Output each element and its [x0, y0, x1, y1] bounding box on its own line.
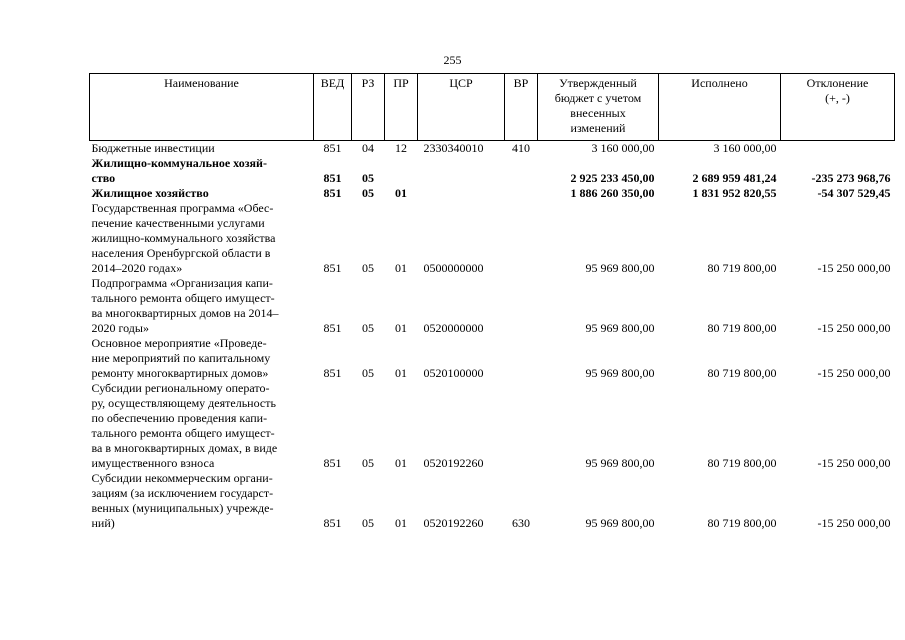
- row-ved: 851: [323, 186, 342, 200]
- row-pr: 01: [395, 261, 407, 275]
- row-name: [90, 141, 314, 157]
- table-row: [90, 276, 895, 336]
- row-approved: 3 160 000,00: [591, 141, 655, 155]
- row-name-line: Государственная программа «Обес-: [91, 201, 274, 215]
- header-csr: ЦСР: [418, 74, 505, 141]
- row-rz: 05: [362, 186, 374, 200]
- row-rz: 05: [362, 171, 374, 185]
- row-name: [90, 156, 314, 186]
- row-name-line: Жилищное хозяйство: [91, 186, 209, 200]
- row-rz: 05: [362, 456, 374, 470]
- row-executed: 80 719 800,00: [707, 261, 777, 275]
- row-approved: 95 969 800,00: [585, 321, 655, 335]
- row-name-line: ва многоквартирных домов на 2014–: [91, 306, 279, 320]
- row-name-line: жилищно-коммунального хозяйства: [91, 231, 276, 245]
- row-name: [90, 381, 314, 471]
- header-line: внесенных: [570, 106, 626, 120]
- row-executed: 3 160 000,00: [713, 141, 777, 155]
- row-deviation: -15 250 000,00: [817, 366, 891, 380]
- row-executed: 80 719 800,00: [707, 321, 777, 335]
- row-csr: 2330340010: [423, 141, 484, 155]
- row-name: [90, 201, 314, 276]
- row-pr: 01: [395, 456, 407, 470]
- header-line: Отклонение: [806, 76, 869, 90]
- row-approved: 95 969 800,00: [585, 516, 655, 530]
- header-approved: [538, 74, 659, 141]
- row-executed: 1 831 952 820,55: [692, 186, 777, 200]
- row-deviation: [781, 141, 895, 157]
- header-name: Наименование: [90, 74, 314, 141]
- row-name: [90, 471, 314, 531]
- row-executed: 80 719 800,00: [707, 456, 777, 470]
- row-name-line: Основное мероприятие «Проведе-: [91, 336, 267, 350]
- row-name-line: Подпрограмма «Организация капи-: [91, 276, 273, 290]
- row-name-line: 2020 годы»: [91, 321, 149, 335]
- row-rz: 05: [362, 261, 374, 275]
- header-vr: ВР: [505, 74, 538, 141]
- row-approved: 2 925 233 450,00: [570, 171, 655, 185]
- budget-table: [89, 73, 895, 531]
- row-deviation: -15 250 000,00: [817, 321, 891, 335]
- row-executed: 80 719 800,00: [707, 516, 777, 530]
- row-approved: 95 969 800,00: [585, 261, 655, 275]
- row-csr: [418, 156, 505, 186]
- row-name-line: имущественного взноса: [91, 456, 215, 470]
- table-row: [90, 156, 895, 186]
- row-approved: 1 886 260 350,00: [570, 186, 655, 200]
- row-ved: 851: [323, 516, 342, 530]
- header-line: бюджет с учетом: [554, 91, 642, 105]
- row-deviation: -54 307 529,45: [817, 186, 891, 200]
- row-name-line: Бюджетные инвестиции: [91, 141, 215, 155]
- row-name-line: печение качественными услугами: [91, 216, 265, 230]
- row-pr: 01: [395, 516, 407, 530]
- row-name-line: Субсидии региональному операто-: [91, 381, 270, 395]
- row-pr: [385, 156, 418, 186]
- row-vr: 410: [512, 141, 530, 155]
- table-row: [90, 141, 895, 157]
- table-header-row: [90, 74, 895, 141]
- page-number: 255: [443, 53, 462, 67]
- row-deviation: -15 250 000,00: [817, 261, 891, 275]
- row-pr: 01: [395, 186, 407, 200]
- header-line: изменений: [570, 121, 626, 135]
- row-csr: 0520100000: [423, 366, 484, 380]
- row-name-line: венных (муниципальных) учрежде-: [91, 501, 274, 515]
- row-pr: 01: [395, 321, 407, 335]
- row-vr: [505, 156, 538, 186]
- row-name-line: ремонту многоквартирных домов»: [91, 366, 269, 380]
- row-executed: 2 689 959 481,24: [692, 171, 777, 185]
- row-deviation: -235 273 968,76: [811, 171, 891, 185]
- row-name-line: зациям (за исключением государст-: [91, 486, 274, 500]
- row-csr: 0520192260: [423, 516, 484, 530]
- row-name-line: тального ремонта общего имущест-: [91, 426, 275, 440]
- row-name-line: Жилищно-коммунальное хозяй-: [91, 156, 267, 170]
- row-name-line: Субсидии некоммерческим органи-: [91, 471, 273, 485]
- table-row: [90, 201, 895, 276]
- row-deviation: -15 250 000,00: [817, 516, 891, 530]
- row-csr: 0520192260: [423, 456, 484, 470]
- header-line: Утвержденный: [559, 76, 637, 90]
- row-rz: 04: [362, 141, 374, 155]
- row-name-line: ство: [91, 171, 116, 185]
- header-deviation: [781, 74, 895, 141]
- row-ved: 851: [323, 366, 342, 380]
- row-ved: 851: [323, 321, 342, 335]
- row-pr: 01: [395, 366, 407, 380]
- header-pr: ПР: [385, 74, 418, 141]
- header-ved: ВЕД: [314, 74, 352, 141]
- row-ved: 851: [323, 171, 342, 185]
- row-csr: [418, 186, 505, 201]
- row-approved: 95 969 800,00: [585, 366, 655, 380]
- row-name: [90, 276, 314, 336]
- row-csr: 0500000000: [423, 261, 484, 275]
- table-row: [90, 186, 895, 201]
- row-csr: 0520000000: [423, 321, 484, 335]
- row-name-line: тального ремонта общего имущест-: [91, 291, 275, 305]
- table-row: [90, 381, 895, 471]
- table-row: [90, 471, 895, 531]
- row-name-line: 2014–2020 годах»: [91, 261, 183, 275]
- table-row: [90, 336, 895, 381]
- row-rz: 05: [362, 321, 374, 335]
- row-ved: 851: [323, 141, 342, 155]
- row-vr: [505, 276, 538, 336]
- header-line: (+, -): [825, 91, 850, 105]
- row-name-line: ва в многоквартирных домах, в виде: [91, 441, 278, 455]
- row-approved: 95 969 800,00: [585, 456, 655, 470]
- row-name-line: ние мероприятий по капитальному: [91, 351, 271, 365]
- row-rz: 05: [362, 366, 374, 380]
- row-vr: 630: [512, 516, 530, 530]
- row-vr: [505, 186, 538, 201]
- row-ved: 851: [323, 456, 342, 470]
- row-vr: [505, 201, 538, 276]
- header-executed: Исполнено: [659, 74, 781, 141]
- row-ved: 851: [323, 261, 342, 275]
- row-rz: 05: [362, 516, 374, 530]
- row-vr: [505, 336, 538, 381]
- row-name: [90, 336, 314, 381]
- header-rz: РЗ: [352, 74, 385, 141]
- row-name-line: по обеспечению проведения капи-: [91, 411, 268, 425]
- row-vr: [505, 381, 538, 471]
- row-deviation: -15 250 000,00: [817, 456, 891, 470]
- row-pr: 12: [395, 141, 407, 155]
- row-name-line: ру, осуществляющему деятельность: [91, 396, 276, 410]
- row-name-line: ний): [91, 516, 115, 530]
- row-name: [90, 186, 314, 201]
- row-executed: 80 719 800,00: [707, 366, 777, 380]
- row-name-line: населения Оренбургской области в: [91, 246, 271, 260]
